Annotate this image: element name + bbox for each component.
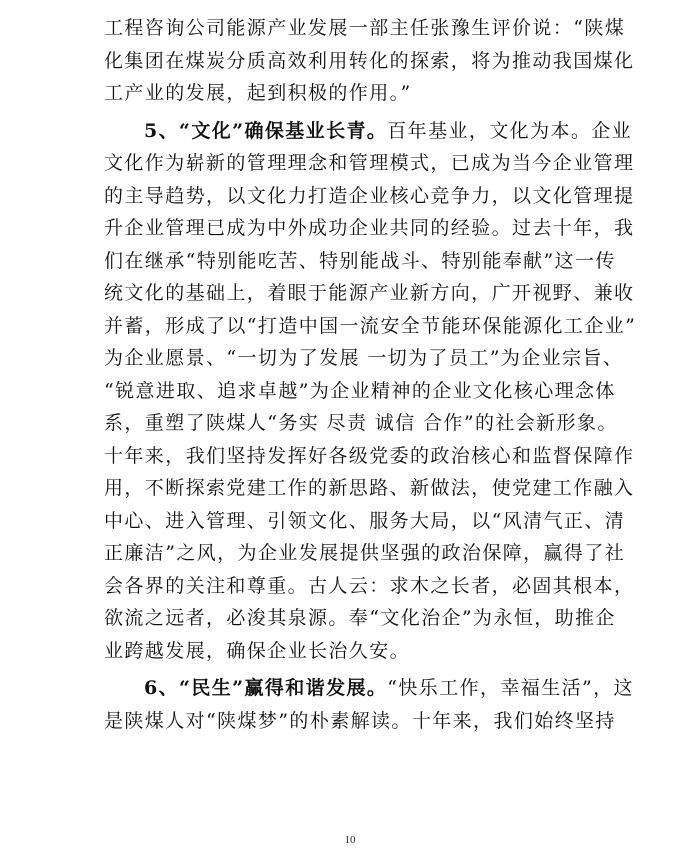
text-line: 工产业的发展，起到积极的作用。” [104,82,412,104]
body-text [104,12,637,737]
text-line: 业跨越发展，确保企业长治久安。 [104,639,411,662]
text-line: 中心、进入管理、引领文化、服务大局，以“风清气正、清 [104,509,626,532]
text-line: 统文化的基础上，着眼于能源产业新方向，广开视野、兼收 [104,282,635,304]
text-line: “锐意进取、追求卓越”为企业精神的企业文化核心理念体 [104,379,616,402]
text-line: 并蓄，形成了以“打造中国一流安全节能环保能源化工企业” [104,314,637,337]
text-line: 正廉洁”之风，为企业发展提供坚强的政治保障，赢得了社 [104,542,626,564]
section-5-first-line [104,115,633,148]
text-line: 升企业管理已成为中外成功企业共同的经验。过去十年，我 [104,217,635,239]
text-line: 会各界的关注和尊重。古人云：求木之长者，必固其根本， [104,574,635,597]
section-5-heading: 5、“文化”确保基业长青。 [144,119,388,142]
text-line: 系，重塑了陕煤人“务实 尽责 诚信 合作”的社会新形象。 [104,412,618,434]
section-5-lead-text: 百年基业，文化为本。企业 [387,119,633,142]
section-6-heading: 6、“民生”赢得和谐发展。 [144,677,388,699]
section-6-first-line [104,672,634,705]
text-line: 工程咨询公司能源产业发展一部主任张豫生评价说：“陕煤 [104,17,626,39]
text-line: 文化作为崭新的管理理念和管理模式，已成为当今企业管理 [104,152,635,174]
text-line: 用，不断探索党建工作的新思路、新做法，使党建工作融入 [104,477,635,499]
section-6-lead-text: “快乐工作，幸福生活”，这 [387,677,634,699]
text-line: 们在继承“特别能吃苦、特别能战斗、特别能奉献”这一传 [104,249,616,272]
page-number: 10 [344,834,356,846]
text-line: 化集团在煤炭分质高效利用转化的探索，将为推动我国煤化 [104,49,635,72]
text-line: 为企业愿景、“一切为了发展 一切为了员工”为企业宗旨、 [104,347,624,369]
text-line: 的主导趋势，以文化力打造企业核心竞争力，以文化管理提 [104,184,635,207]
text-line: 十年来，我们坚持发挥好各级党委的政治核心和监督保障作 [104,444,635,467]
text-line: 欲流之远者，必浚其泉源。奉“文化治企”为永恒，助推企 [104,607,616,629]
text-line: 是陕煤人对“陕煤梦”的朴素解读。十年来，我们始终坚持 [104,709,616,732]
